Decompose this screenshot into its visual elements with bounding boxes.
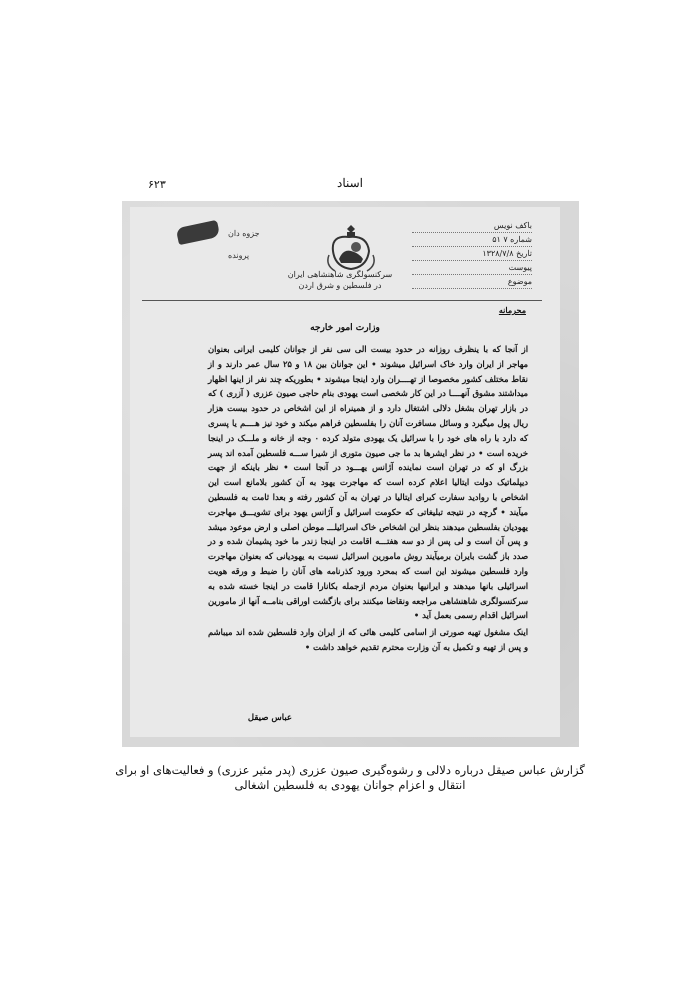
header-rule [142, 300, 542, 301]
scanned-letter [130, 207, 560, 737]
figure-caption: گزارش عباس صیقل درباره دلالی و رشوه‌گیری صیون عزری (پدر مئیر عزری) و فعالیت‌های او برای انتقال و اعزام جوانان یهودی به فلسطین اشغالی [115, 763, 585, 792]
letter-body [208, 342, 528, 657]
recipient-line: وزارت امور خارجه [310, 323, 380, 333]
body-paragraph: از آنجا که با ینظرف روزانه در حدود بیست الی سی نفر از جوانان کلیمی ایرانی بعنوان مهاجر از ایران وارد خاک اسرائیل میشوند • این جوانان بین ۱۸ و ۲۵ سال عمر دارند و از نقاط مختلف کشور مخصوصا از تهــــران وارد اینجا میشوند • بطوریکه چند نفر از اینها اظهار میداشتند مشوق آنهــــا در این کار شخصی است یهودی بنام حاجی صیون عزری ( آزری ) که در بازار تهران بشغل دلالی اشتغال دارد و از همینراه از این اشخاص در حدود بیست هزار ریال پول میگیرد و وسائل مسافرت آنان را بفلسطین فراهم میکند و خود نیز هــــم یا پسری که دارد با راه های خود را با سرائیل یک یهودی متولد کرده ۰ وجه از خانه و ملـــک در اینجا خریده است • در نظر ایشرها بد ما جی صیون متوری از شیرا ســـه فلسطین آمده اند پسر بزرگ او که در تهران است نماینده آژانس یهـــود در آنجا است • نظر باینکه از جهت دیپلماتیک دولت ایتالیا اعلام کرده است که مهاجرت یهود به آن کشور بلامانع است این اشخاص با روادید سفارت کبرای ایتالیا در تهران به آن کشور رفته و بعدا ثامت به فلسطین میآیند • گرچه در نتیجه تبلیغاتی که حکومت اسرائیل و آژانس یهود برای تشویـــق مهاجرت یهودیان بفلسطین میدهند بنظر این اشخاص خاک اسرائیلـــ موطن اصلی و ارض موعود میشد و پس آن است و لی پس از دو سه هفتـــه اقامت در اینجا زندر ما خود پشیمان شده و در صدد باز گشت بایران برمیآیند روش مامورین اسرائیل نسبت به یهودیانی که بعنوان مهاجرت وارد فلسطین میشوند این است که بمحرد ورود کذرنامه های آنان را ضبط و ورقه هویت اسرائیلی بانها میدهند و ایرانیها بعنوان مردم ازجمله بکانارا قامت در اینجا خسته شده به سرکنسولگری شاهنشاهی مراجعه ونقاضا میکنند برای بازگشت اوراقی بنامــه آنها از مامورین اسرائیل اقدام رسمی بعمل آید • [208, 344, 528, 621]
consulate-letterhead: سرکنسولگری شاهنشاهی ایران در فلسطین و شرق اردن [287, 270, 393, 290]
dossier-label: پرونده [228, 251, 250, 260]
body-paragraph: اینک مشغول تهیه صورتی از اسامی کلیمی هائی که از ایران وارد فلسطین شده اند میباشم و پس از تهیه و تکمیل به آن وزارت محترم تقدیم خواهد داشت • [208, 627, 528, 652]
ink-stamp [176, 220, 221, 245]
signature: عباس صیقل [247, 713, 292, 723]
classification-mark: محرمانه [498, 305, 526, 315]
page-header-title: اسناد [336, 176, 363, 190]
file-label: جزوه دان [228, 229, 260, 238]
document-photo [122, 201, 579, 747]
document-metadata: باکف نویس شماره ۷ ۵۱ تاریخ ۱۳۲۸/۷/۸ پیوست موضوع [412, 219, 532, 289]
page-number: ۶۲۳ [148, 178, 166, 191]
